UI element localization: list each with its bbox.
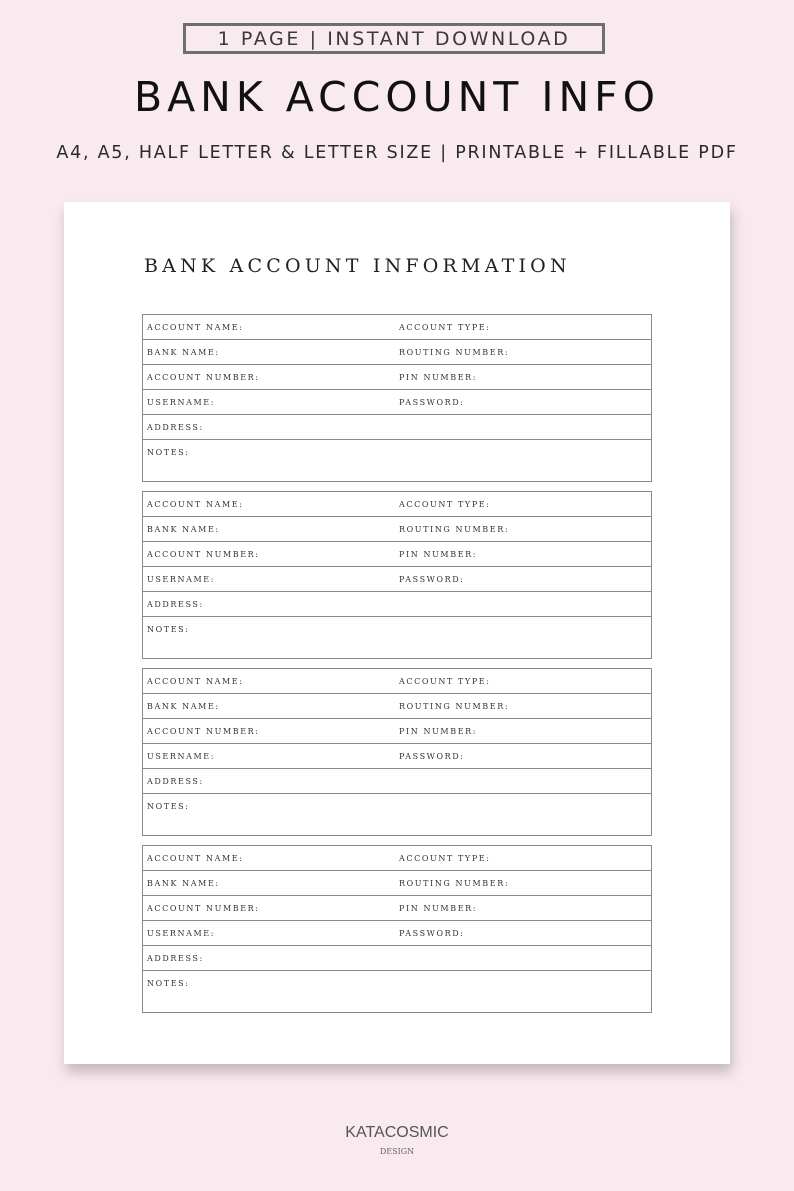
notes-label: NOTES:: [147, 625, 190, 634]
account-block-2: [142, 491, 652, 659]
account-type-label: ACCOUNT TYPE:: [399, 677, 491, 686]
notes-row[interactable]: [143, 971, 651, 1013]
form-row[interactable]: [143, 517, 651, 542]
form-row[interactable]: [143, 567, 651, 592]
account-type-label: ACCOUNT TYPE:: [399, 500, 491, 509]
password-label: PASSWORD:: [399, 929, 465, 938]
form-row[interactable]: [143, 592, 651, 617]
form-row[interactable]: [143, 719, 651, 744]
account-number-label: ACCOUNT NUMBER:: [147, 727, 260, 736]
bank-name-label: BANK NAME:: [147, 348, 220, 357]
pin-number-label: PIN NUMBER:: [399, 373, 478, 382]
brand-subtitle: DESIGN: [379, 1147, 415, 1156]
form-row[interactable]: [143, 365, 651, 390]
form-row[interactable]: [143, 415, 651, 440]
account-type-label: ACCOUNT TYPE:: [399, 323, 491, 332]
password-label: PASSWORD:: [399, 398, 465, 407]
routing-number-label: ROUTING NUMBER:: [399, 702, 510, 711]
address-label: ADDRESS:: [147, 600, 204, 609]
username-label: USERNAME:: [147, 752, 215, 761]
address-label: ADDRESS:: [147, 954, 204, 963]
form-row[interactable]: [143, 921, 651, 946]
account-type-label: ACCOUNT TYPE:: [399, 854, 491, 863]
account-name-label: ACCOUNT NAME:: [147, 323, 244, 332]
account-name-label: ACCOUNT NAME:: [147, 854, 244, 863]
form-row[interactable]: [143, 492, 651, 517]
notes-label: NOTES:: [147, 979, 190, 988]
form-row[interactable]: [143, 694, 651, 719]
account-block-3: [142, 668, 652, 836]
password-label: PASSWORD:: [399, 575, 465, 584]
account-number-label: ACCOUNT NUMBER:: [147, 550, 260, 559]
account-name-label: ACCOUNT NAME:: [147, 500, 244, 509]
username-label: USERNAME:: [147, 398, 215, 407]
notes-label: NOTES:: [147, 802, 190, 811]
form-row[interactable]: [143, 669, 651, 694]
password-label: PASSWORD:: [399, 752, 465, 761]
form-row[interactable]: [143, 315, 651, 340]
pin-number-label: PIN NUMBER:: [399, 904, 478, 913]
username-label: USERNAME:: [147, 929, 215, 938]
account-number-label: ACCOUNT NUMBER:: [147, 373, 260, 382]
account-block-1: [142, 314, 652, 482]
brand-logo: KATACOSMIC: [345, 1124, 449, 1141]
username-label: USERNAME:: [147, 575, 215, 584]
form-row[interactable]: [143, 542, 651, 567]
form-row[interactable]: [143, 846, 651, 871]
form-row[interactable]: [143, 896, 651, 921]
account-name-label: ACCOUNT NAME:: [147, 677, 244, 686]
address-label: ADDRESS:: [147, 777, 204, 786]
subtitle: A4, A5, HALF LETTER & LETTER SIZE | PRINTABLE + FILLABLE PDF: [56, 143, 738, 163]
bank-name-label: BANK NAME:: [147, 702, 220, 711]
routing-number-label: ROUTING NUMBER:: [399, 348, 510, 357]
routing-number-label: ROUTING NUMBER:: [399, 879, 510, 888]
form-row[interactable]: [143, 946, 651, 971]
header-badge: 1 PAGE | INSTANT DOWNLOAD: [183, 23, 605, 54]
form-row[interactable]: [143, 769, 651, 794]
form-row[interactable]: [143, 744, 651, 769]
bank-name-label: BANK NAME:: [147, 525, 220, 534]
account-block-4: [142, 845, 652, 1013]
notes-row[interactable]: [143, 440, 651, 482]
account-number-label: ACCOUNT NUMBER:: [147, 904, 260, 913]
worksheet-page: [64, 202, 730, 1064]
address-label: ADDRESS:: [147, 423, 204, 432]
pin-number-label: PIN NUMBER:: [399, 550, 478, 559]
routing-number-label: ROUTING NUMBER:: [399, 525, 510, 534]
bank-name-label: BANK NAME:: [147, 879, 220, 888]
pin-number-label: PIN NUMBER:: [399, 727, 478, 736]
form-row[interactable]: [143, 871, 651, 896]
worksheet-title: BANK ACCOUNT INFORMATION: [144, 255, 571, 277]
form-row[interactable]: [143, 340, 651, 365]
notes-row[interactable]: [143, 617, 651, 659]
main-title: BANK ACCOUNT INFO: [134, 73, 660, 121]
notes-row[interactable]: [143, 794, 651, 836]
form-row[interactable]: [143, 390, 651, 415]
notes-label: NOTES:: [147, 448, 190, 457]
